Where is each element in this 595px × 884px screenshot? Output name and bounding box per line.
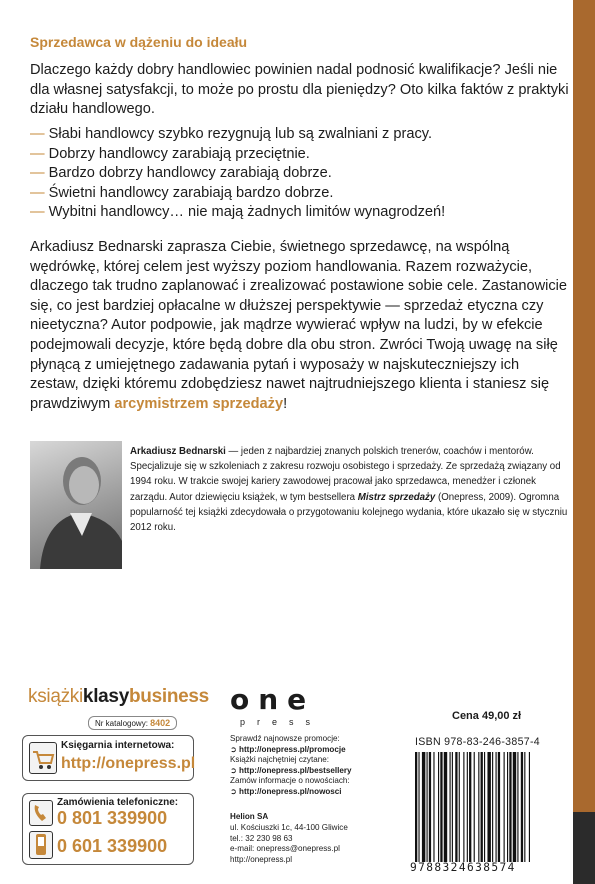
barcode: [413, 752, 568, 862]
mobile-phone-icon: [29, 831, 53, 859]
barcode-number: 9788324638574: [410, 861, 516, 874]
author-photo: [30, 441, 122, 569]
address-line: e-mail: onepress@onepress.pl: [230, 844, 340, 854]
facts-list: [30, 125, 570, 223]
list-item: — Świetni handlowcy zarabiają bardzo dobrze.: [30, 184, 334, 201]
promo-link[interactable]: ➲ http://onepress.pl/nowosci: [230, 786, 342, 796]
promo-link[interactable]: ➲ http://onepress.pl/promocje: [230, 744, 346, 754]
phone-orders-box: [22, 793, 194, 865]
publisher-address: [230, 812, 430, 866]
author-name: Arkadiusz Bednarski: [130, 446, 226, 457]
online-shop-box[interactable]: [22, 735, 194, 781]
publisher-name: Helion SA: [230, 812, 269, 821]
description-paragraph: Arkadiusz Bednarski zaprasza Ciebie, świetnego sprzedawcę, na wspólną wędrówkę, której celem jest wyższy poziom handlowania. Razem rozważycie, dlaczego tak trudno zaplanować i zrealizować postawione sobie cele. Zastanowicie się, co jest bardziej opłacalne w dłuższej perspektywie — sprzedaż etyczna czy nieetyczna? Autor podpowie, jak mądrze wywierać wpływ na ludzi, by w efekcie podejmowali decyzje, które będą dobre dla obu stron. Zwróci Twoją uwagę na siłę płynącą z umiejętnego zadawania pytań i wyposaży w najskuteczniejszy ich zestaw, dzięki któremu zdobędziesz nawet najtrudniejszego klienta i staniesz się prawdziwym arcymistrzem sprzedaży!: [30, 239, 568, 412]
intro-paragraph: Dlaczego każdy dobry handlowiec powinien nadal podnosić kwalifikacje? Jeśli nie dla własnej satysfakcji, to może po prostu dla pieniędzy? Oto kilka faktów z praktyki działu handlowego.: [30, 62, 569, 117]
list-item: — Wybitni handlowcy… nie mają żadnych limitów wynagrodzeń!: [30, 204, 446, 220]
highlight-text: arcymistrzem sprzedaży: [114, 395, 284, 412]
heading: Sprzedawca w dążeniu do ideału: [30, 34, 248, 50]
promo-line: Książki najchętniej czytane:: [230, 755, 329, 765]
spine-strip: [573, 0, 595, 884]
author-bio: Arkadiusz Bednarski — jeden z najbardziej znanych polskich trenerów, coachów i mentorów. Specjalizuje się w szkoleniach z zakresu rozwoju osobistego i sprzedaży. Ze sprzedażą związany od 1994 roku. W trakcie swojej kariery zawodowej pracował jako sprzedawca, menedżer i członek zarządu. Autor dziewięciu książek, w tym bestsellera Mistrz sprzedaży (Onepress, 2009). Ogromna popularność tej książki zdecydowała o przygotowaniu kolejnego wydania, które ukazało się w styczniu 2012 roku.: [130, 446, 568, 534]
list-item: — Słabi handlowcy szybko rezygnują lub są zwalniani z pracy.: [30, 126, 433, 142]
telephone-icon: [29, 800, 53, 826]
publisher-logo-sub: press: [240, 717, 323, 727]
isbn: ISBN 978-83-246-3857-4: [415, 736, 540, 748]
promo-line: Sprawdź najnowsze promocje:: [230, 734, 340, 743]
shopping-cart-icon: [29, 742, 57, 774]
phone-number-landline[interactable]: 0 801 339900: [57, 808, 168, 828]
phone-orders-label: Zamówienia telefoniczne:: [57, 797, 179, 808]
address-line: tel.: 32 230 98 63: [230, 833, 293, 843]
price: Cena 49,00 zł: [452, 710, 522, 722]
address-line: http://onepress.pl: [230, 855, 293, 865]
online-shop-link[interactable]: http://onepress.pl: [61, 755, 196, 772]
list-item: — Bardzo dobrzy handlowcy zarabiają dobrze.: [30, 165, 332, 181]
publisher-logo: one: [230, 683, 316, 716]
series-logo: książkiklasybusiness: [28, 686, 209, 707]
phone-number-mobile[interactable]: 0 601 339900: [57, 836, 168, 856]
spine-strip-dark: [573, 812, 595, 884]
online-shop-label: Księgarnia internetowa:: [61, 740, 175, 751]
list-item: — Dobrzy handlowcy zarabiają przeciętnie.: [30, 145, 310, 162]
address-line: ul. Kościuszki 1c, 44-100 Gliwice: [230, 822, 348, 832]
promo-link[interactable]: ➲ http://onepress.pl/bestsellery: [230, 765, 352, 775]
book-title: Mistrz sprzedaży: [357, 491, 436, 503]
promo-links: [230, 734, 430, 798]
promo-line: Zamów informacje o nowościach:: [230, 776, 350, 786]
catalog-number: Nr katalogowy: 8402: [88, 716, 177, 730]
